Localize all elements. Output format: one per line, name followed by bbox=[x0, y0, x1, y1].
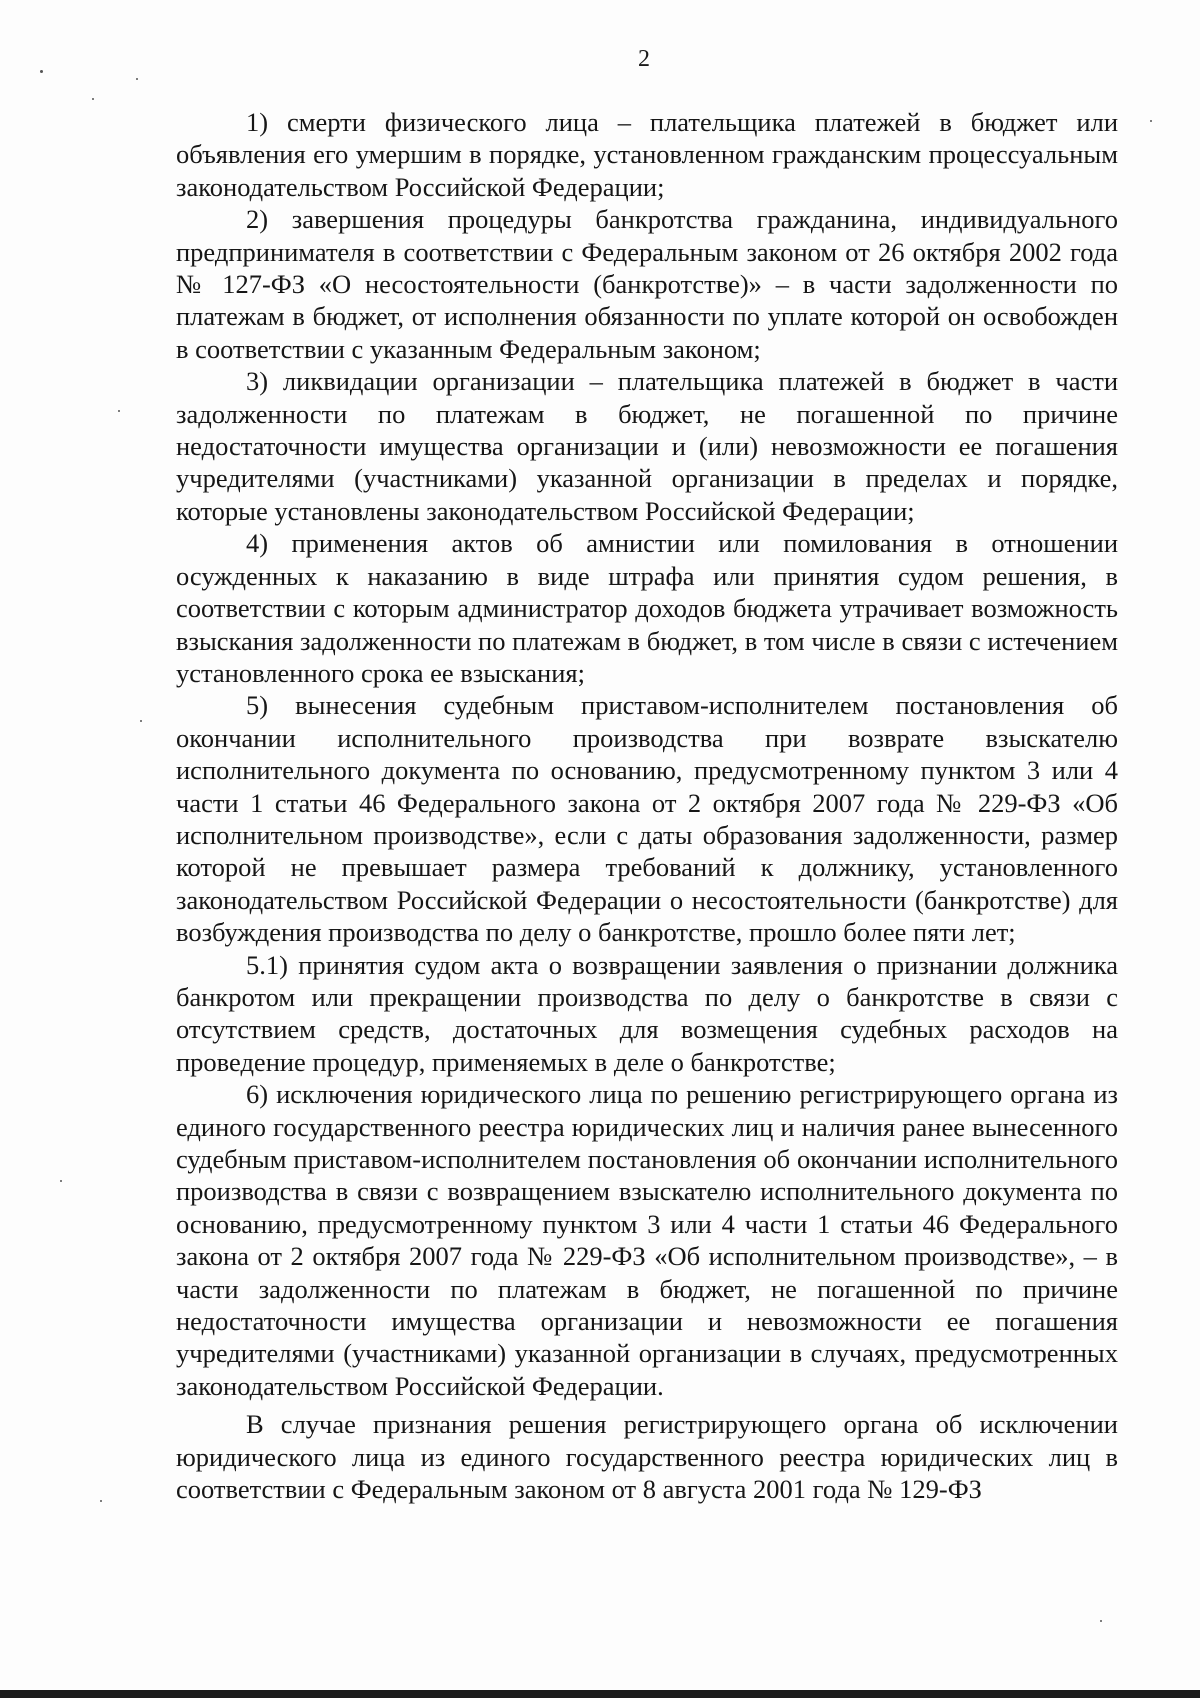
scan-speck bbox=[100, 1500, 102, 1502]
paragraph-item-5: 5) вынесения судебным приставом-исполнителем постановления об окончании исполнительного производства при возврате взыскателю исполнительного документа по основанию, предусмотренному пунктом 3 или 4 части 1 статьи 46 Федерального закона от 2 октября 2007 года № 229-ФЗ «Об исполнительном производстве», если с даты образования задолженности, размер которой не превышает размера требований к должнику, установленного законодательством Российской Федерации о несостоятельности (банкротстве) для возбуждения производства по делу о банкротстве, прошло более пяти лет; bbox=[176, 690, 1118, 948]
scan-speck bbox=[136, 78, 138, 80]
scan-speck bbox=[1150, 120, 1152, 122]
paragraph-item-5-1: 5.1) принятия судом акта о возвращении заявления о признании должника банкротом или прекращении производства по делу о банкротстве в связи с отсутствием средств, достаточных для возмещения судебных расходов на проведение процедур, применяемых в деле о банкротстве; bbox=[176, 949, 1118, 1077]
scan-bottom-edge bbox=[0, 1690, 1200, 1698]
scan-speck bbox=[118, 410, 120, 412]
scan-speck bbox=[40, 70, 43, 73]
scan-speck bbox=[60, 1180, 62, 1182]
scan-speck bbox=[1100, 1620, 1102, 1622]
page-number: 2 bbox=[638, 46, 650, 72]
paragraph-item-3: 3) ликвидации организации – плательщика платежей в бюджет в части задолженности по платежам в бюджет, не погашенной по причине недостаточности имущества организации и (или) невозможности ее погашения учредителями (участниками) указанной организации в пределах и порядке, которые установлены законодательством Российской Федерации; bbox=[176, 366, 1118, 526]
paragraph-item-6: 6) исключения юридического лица по решению регистрирующего органа из единого государственного реестра юридических лиц и наличия ранее вынесенного судебным приставом-исполнителем постановления об окончании исполнительного производства в связи с возвращением взыскателю исполнительного документа по основанию, предусмотренному пунктом 3 или 4 части 1 статьи 46 Федерального закона от 2 октября 2007 года № 229-ФЗ «Об исполнительном производстве», – в части задолженности по платежам в бюджет, не погашенной по причине недостаточности имущества организации и невозможности ее погашения учредителями (участниками) указанной организации в случаях, предусмотренных законодательством Российской Федерации. bbox=[176, 1079, 1118, 1401]
paragraph-item-1: 1) смерти физического лица – плательщика платежей в бюджет или объявления его умершим в порядке, установленном гражданским процессуальным законодательством Российской Федерации; bbox=[176, 107, 1118, 202]
document-body bbox=[176, 106, 1118, 1505]
scan-speck bbox=[92, 98, 94, 100]
paragraph-item-4: 4) применения актов об амнистии или помилования в отношении осужденных к наказанию в виде штрафа или принятия судом решения, в соответствии с которым администратор доходов бюджета утрачивает возможность взыскания задолженности по платежам в бюджет, в том числе в связи с истечением установленного срока ее взыскания; bbox=[176, 528, 1118, 688]
paragraph-exclusion-case: В случае признания решения регистрирующего органа об исключении юридического лица из единого государственного реестра юридических лиц в соответствии с Федеральным законом от 8 августа 2001 года № 129-ФЗ bbox=[176, 1409, 1118, 1505]
paragraph-item-2: 2) завершения процедуры банкротства гражданина, индивидуального предпринимателя в соответствии с Федеральным законом от 26 октября 2002 года № 127-ФЗ «О несостоятельности (банкротстве)» – в части задолженности по платежам в бюджет, от исполнения обязанности по уплате которой он освобожден в соответствии с указанным Федеральным законом; bbox=[176, 204, 1118, 364]
scan-speck bbox=[140, 720, 142, 722]
